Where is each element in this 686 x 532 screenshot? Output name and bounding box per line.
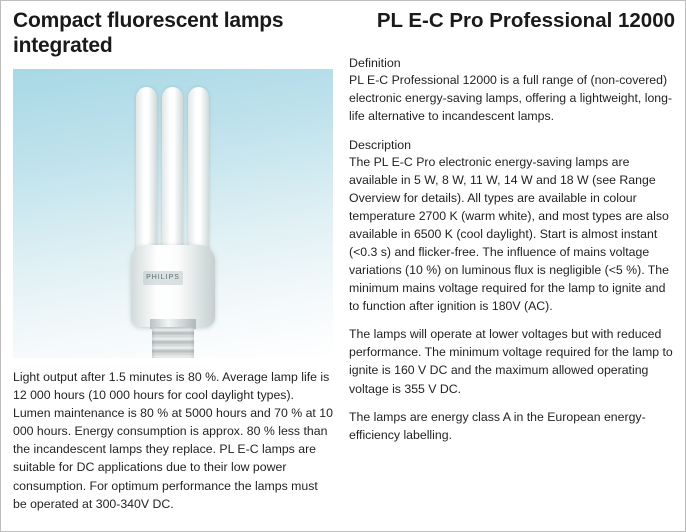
description-paragraph-3: The lamps are energy class A in the European energy-efficiency labelling. (349, 409, 646, 442)
definition-paragraph-1: PL E-C Professional 12000 is a full range of (non-covered) electronic energy-saving lamps, offering a lightweight, long-life alternative to incandescent lamps. (349, 72, 673, 123)
range-title: PL E-C Pro Professional 12000 (376, 9, 675, 32)
right-column (349, 9, 675, 457)
lamp-illustration (118, 87, 228, 342)
description-paragraph-2: The lamps will operate at lower voltages but with reduced performance. The minimum voltage required for the lamp to ignite is 160 V DC and the maximum allowed operating voltage is 355 V DC. (349, 327, 673, 396)
section-heading-description: Description (349, 137, 411, 152)
lamp-ballast-housing (131, 245, 215, 327)
description-paragraph-1: The PL E-C Pro electronic energy-saving lamps are available in 5 W, 8 W, 11 W, 14 W and 18 W (see Range Overview for details). All types are available in colour temperature 2700 K (warm white), and most types are also available in 6500 K (cool daylight). Start is almost instant (<0.3 s) and flicker-free. The influence of mains voltage variations (10 %) on luminous flux is negligible (<5 %). The minimum mains voltage required for the lamp to ignite and to function after ignition is 180V (AC). (349, 154, 669, 314)
lamp-tubes (136, 87, 210, 257)
lamp-tube-left (136, 87, 157, 257)
lamp-tube-right (188, 87, 209, 257)
lamp-brand-label: PHILIPS (143, 271, 183, 285)
section-heading-definition: Definition (349, 55, 401, 70)
page-title: Compact fluorescent lamps integrated (13, 9, 284, 57)
section-definition (349, 56, 675, 125)
product-photo (13, 69, 333, 358)
section-description (349, 138, 675, 444)
lamp-screw-base (152, 327, 194, 358)
photo-caption-text: Light output after 1.5 minutes is 80 %. Average lamp life is 12 000 hours (10 000 hours for cool daylight types). Lumen maintenance is 80 % at 5000 hours and 70 % at 10 000 hours. Energy consumption is approx. 80 % less than the incandescent lamps they replace. PL E-C lamps are suitable for DC applications due to their low power consumption. For optimum performance the lamps must be operated at 300-340V DC. (13, 369, 333, 511)
left-column (13, 9, 333, 525)
lamp-tube-middle (162, 87, 183, 257)
